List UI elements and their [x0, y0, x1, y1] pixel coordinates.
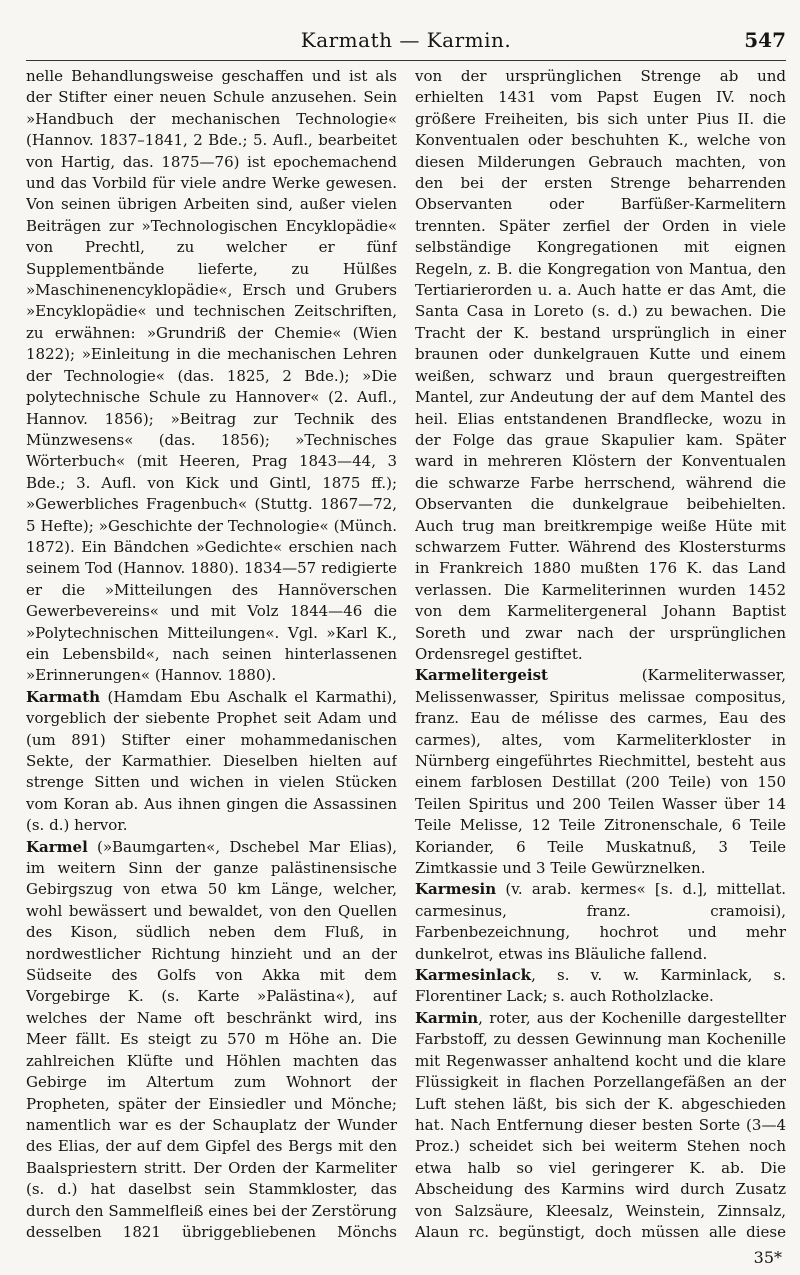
running-title: Karmath — Karmin.: [300, 28, 512, 52]
entry-headword: Karmesin: [415, 880, 497, 899]
entry-headword: Karmin: [415, 1008, 479, 1027]
entry-text: (v. arab. kermes« [s. d.], mittellat. carmesinus, franz. cramoisi), Farbenbezeichnung, hochrot und mehr dunkelrot, etwas ins Bläuliche fallend.: [415, 880, 786, 963]
entry-headword: Karmel: [26, 837, 88, 856]
text-columns: [26, 66, 786, 1243]
entry-karmel: [26, 837, 397, 1243]
entry-karmelitergeist: [415, 665, 786, 879]
entry-headword: Karmesinlack: [415, 966, 532, 985]
page-number: 547: [744, 28, 786, 52]
paragraph: nelle Behandlungsweise geschaffen und ist als der Stifter einer neuen Schule anzusehen. Sein »Handbuch der mechanischen Technologie« (Hannov. 1837–1841, 2 Bde.; 5. Aufl., bearbeitet von Hartig, das. 1875—76) ist epochemachend und das Vorbild für viele andre Werke gewesen. Von seinen übrigen Arbeiten sind, außer vielen Beiträgen zur »Technologischen Encyklopädie« von Prechtl, zu welcher er fünf Supplementbände lieferte, zu Hülßes »Maschinenencyklopädie«, Ersch und Grubers »Encyklopädie« und technischen Zeitschriften, zu erwähnen: »Grundriß der Chemie« (Wien 1822); »Einleitung in die mechanischen Lehren der Technologie« (das. 1825, 2 Bde.); »Die polytechnische Schule zu Hannover« (2. Aufl., Hannov. 1856); »Beitrag zur Technik des Münzwesens« (das. 1856); »Technisches Wörterbuch« (mit Heeren, Prag 1843—44, 3 Bde.; 3. Aufl. von Kick und Gintl, 1875 ff.); »Gewerbliches Fragenbuch« (Stuttg. 1867—72, 5 Hefte); »Geschichte der Technologie« (Münch. 1872). Ein Bändchen »Gedichte« erschien nach seinem Tod (Hannov. 1880). 1834—57 redigierte er die »Mitteilungen des Hannöverschen Gewerbevereins« und mit Volz 1844—46 die »Polytechnischen Mitteilungen«. Vgl. »Karl K., ein Lebensbild«, nach seinen hinterlassenen »Erinnerungen« (Hannov. 1880).: [26, 67, 397, 685]
signature-mark: 35*: [753, 1248, 782, 1267]
entry-karmesin: [415, 879, 786, 965]
entry-karmath: [26, 687, 397, 837]
entry-karmesinlack: [415, 965, 786, 1008]
page-header: [26, 26, 786, 61]
right-column: [415, 66, 786, 1243]
entry-text: (Hamdam Ebu Aschalk el Karmathi), vorgeblich der siebente Prophet seit Adam und (um 891) Stifter einer mohammedanischen Sekte, der Karmathier. Dieselben hielten auf strenge Sitten und wichen in vielen Stücken vom Koran ab. Aus ihnen gingen die Assassinen (s. d.) hervor.: [26, 687, 397, 835]
entry-text: , s. v. w. Karminlack, s. Florentiner Lack; s. auch Rotholzlacke.: [415, 966, 786, 1006]
entry-headword: Karmelitergeist: [415, 666, 548, 685]
entry-headword: Karmath: [26, 687, 101, 706]
paragraph: von der ursprünglichen Strenge ab und erhielten 1431 vom Papst Eugen IV. noch größere Freiheiten, bis sich unter Pius II. die Konventualen oder beschuhten K., welche von diesen Milderungen Gebrauch machten, von den bei der ersten Strenge beharrenden Observanten oder Barfüßer-Karmelitern trennten. Später zerfiel der Orden in viele selbständige Kongregationen mit eignen Regeln, z. B. die Kongregation von Mantua, den Tertiarierorden u. a. Auch hatte er das Amt, die Santa Casa in Loreto (s. d.) zu bewachen. Die Tracht der K. bestand ursprünglich in einer braunen oder dunkelgrauen Kutte und einem weißen, schwarz und braun quergestreiften Mantel, zur Andeutung der auf dem Mantel des heil. Elias entstandenen Brandflecke, wozu in der Folge das graue Skapulier kam. Später ward in mehreren Klöstern der Konventualen die schwarze Farbe herrschend, während die Observanten die dunkelgraue beibehielten. Auch trug man breitkrempige weiße Hüte mit schwarzem Futter. Während des Klostersturms in Frankreich 1880 mußten 176 K. das Land verlassen. Die Karmeliterinnen wurden 1452 von dem Karmelitergeneral Johann Baptist Soreth und zwar nach der ursprünglichen Ordensregel gestiftet.: [415, 67, 786, 663]
entry-text: , roter, aus der Kochenille dargestellter Farbstoff, zu dessen Gewinnung man Kochenille mit Regenwasser anhaltend kocht und die klare Flüssigkeit in flachen Porzellangefäßen an der Luft stehen läßt, bis sich der K. abgeschieden hat. Nach Entfernung dieser besten Sorte (3—4 Proz.) scheidet sich bei weiterm Stehen noch etwa halb so viel geringerer K. ab. Die Abscheidung des Karmins wird durch Zusatz von Salzsäure, Kleesalz, Weinstein, Zinnsalz, Alaun rc. begünstigt, doch müssen alle diese: [415, 1008, 786, 1241]
entry-karmin: [415, 1008, 786, 1243]
entry-text: (Karmeliterwasser, Melissenwasser, Spiritus melissae compositus, franz. Eau de mélisse des carmes, Eau des carmes), altes, vom Karmeliterkloster in Nürnberg eingeführtes Riechmittel, besteht aus einem farblosen Destillat (200 Teile) von 150 Teilen Spiritus und 200 Teilen Wasser über 14 Teile Melisse, 12 Teile Zitronenschale, 6 Teile Koriander, 6 Teile Muskatnuß, 3 Teile Zimtkassie und 3 Teile Gewürznelken.: [415, 666, 786, 878]
left-column: [26, 66, 397, 1243]
entry-text: (»Baumgarten«, Dschebel Mar Elias), im weitern Sinn der ganze palästinensische Gebirgszug von etwa 50 km Länge, welcher, wohl bewässert und bewaldet, von den Quellen des Kison, südlich neben dem Fluß, in nordwestlicher Richtung hinzieht und an der Südseite des Golfs von Akka mit dem Vorgebirge K. (s. Karte »Palästina«), auf welches der Name oft beschränkt wird, ins Meer fällt. Es steigt zu 570 m Höhe an. Die zahlreichen Klüfte und Höhlen machten das Gebirge im Altertum zum Wohnort der Propheten, später der Einsiedler und Mönche; namentlich war es der Schauplatz der Wunder des Elias, der auf dem Gipfel des Bergs mit den Baalspriestern stritt. Der Orden der Karmeliter (s. d.) hat daselbst sein Stammkloster, das durch den Sammelfleiß eines bei der Zerstörung desselben 1821 übriggebliebenen Mönchs: [26, 837, 397, 1241]
